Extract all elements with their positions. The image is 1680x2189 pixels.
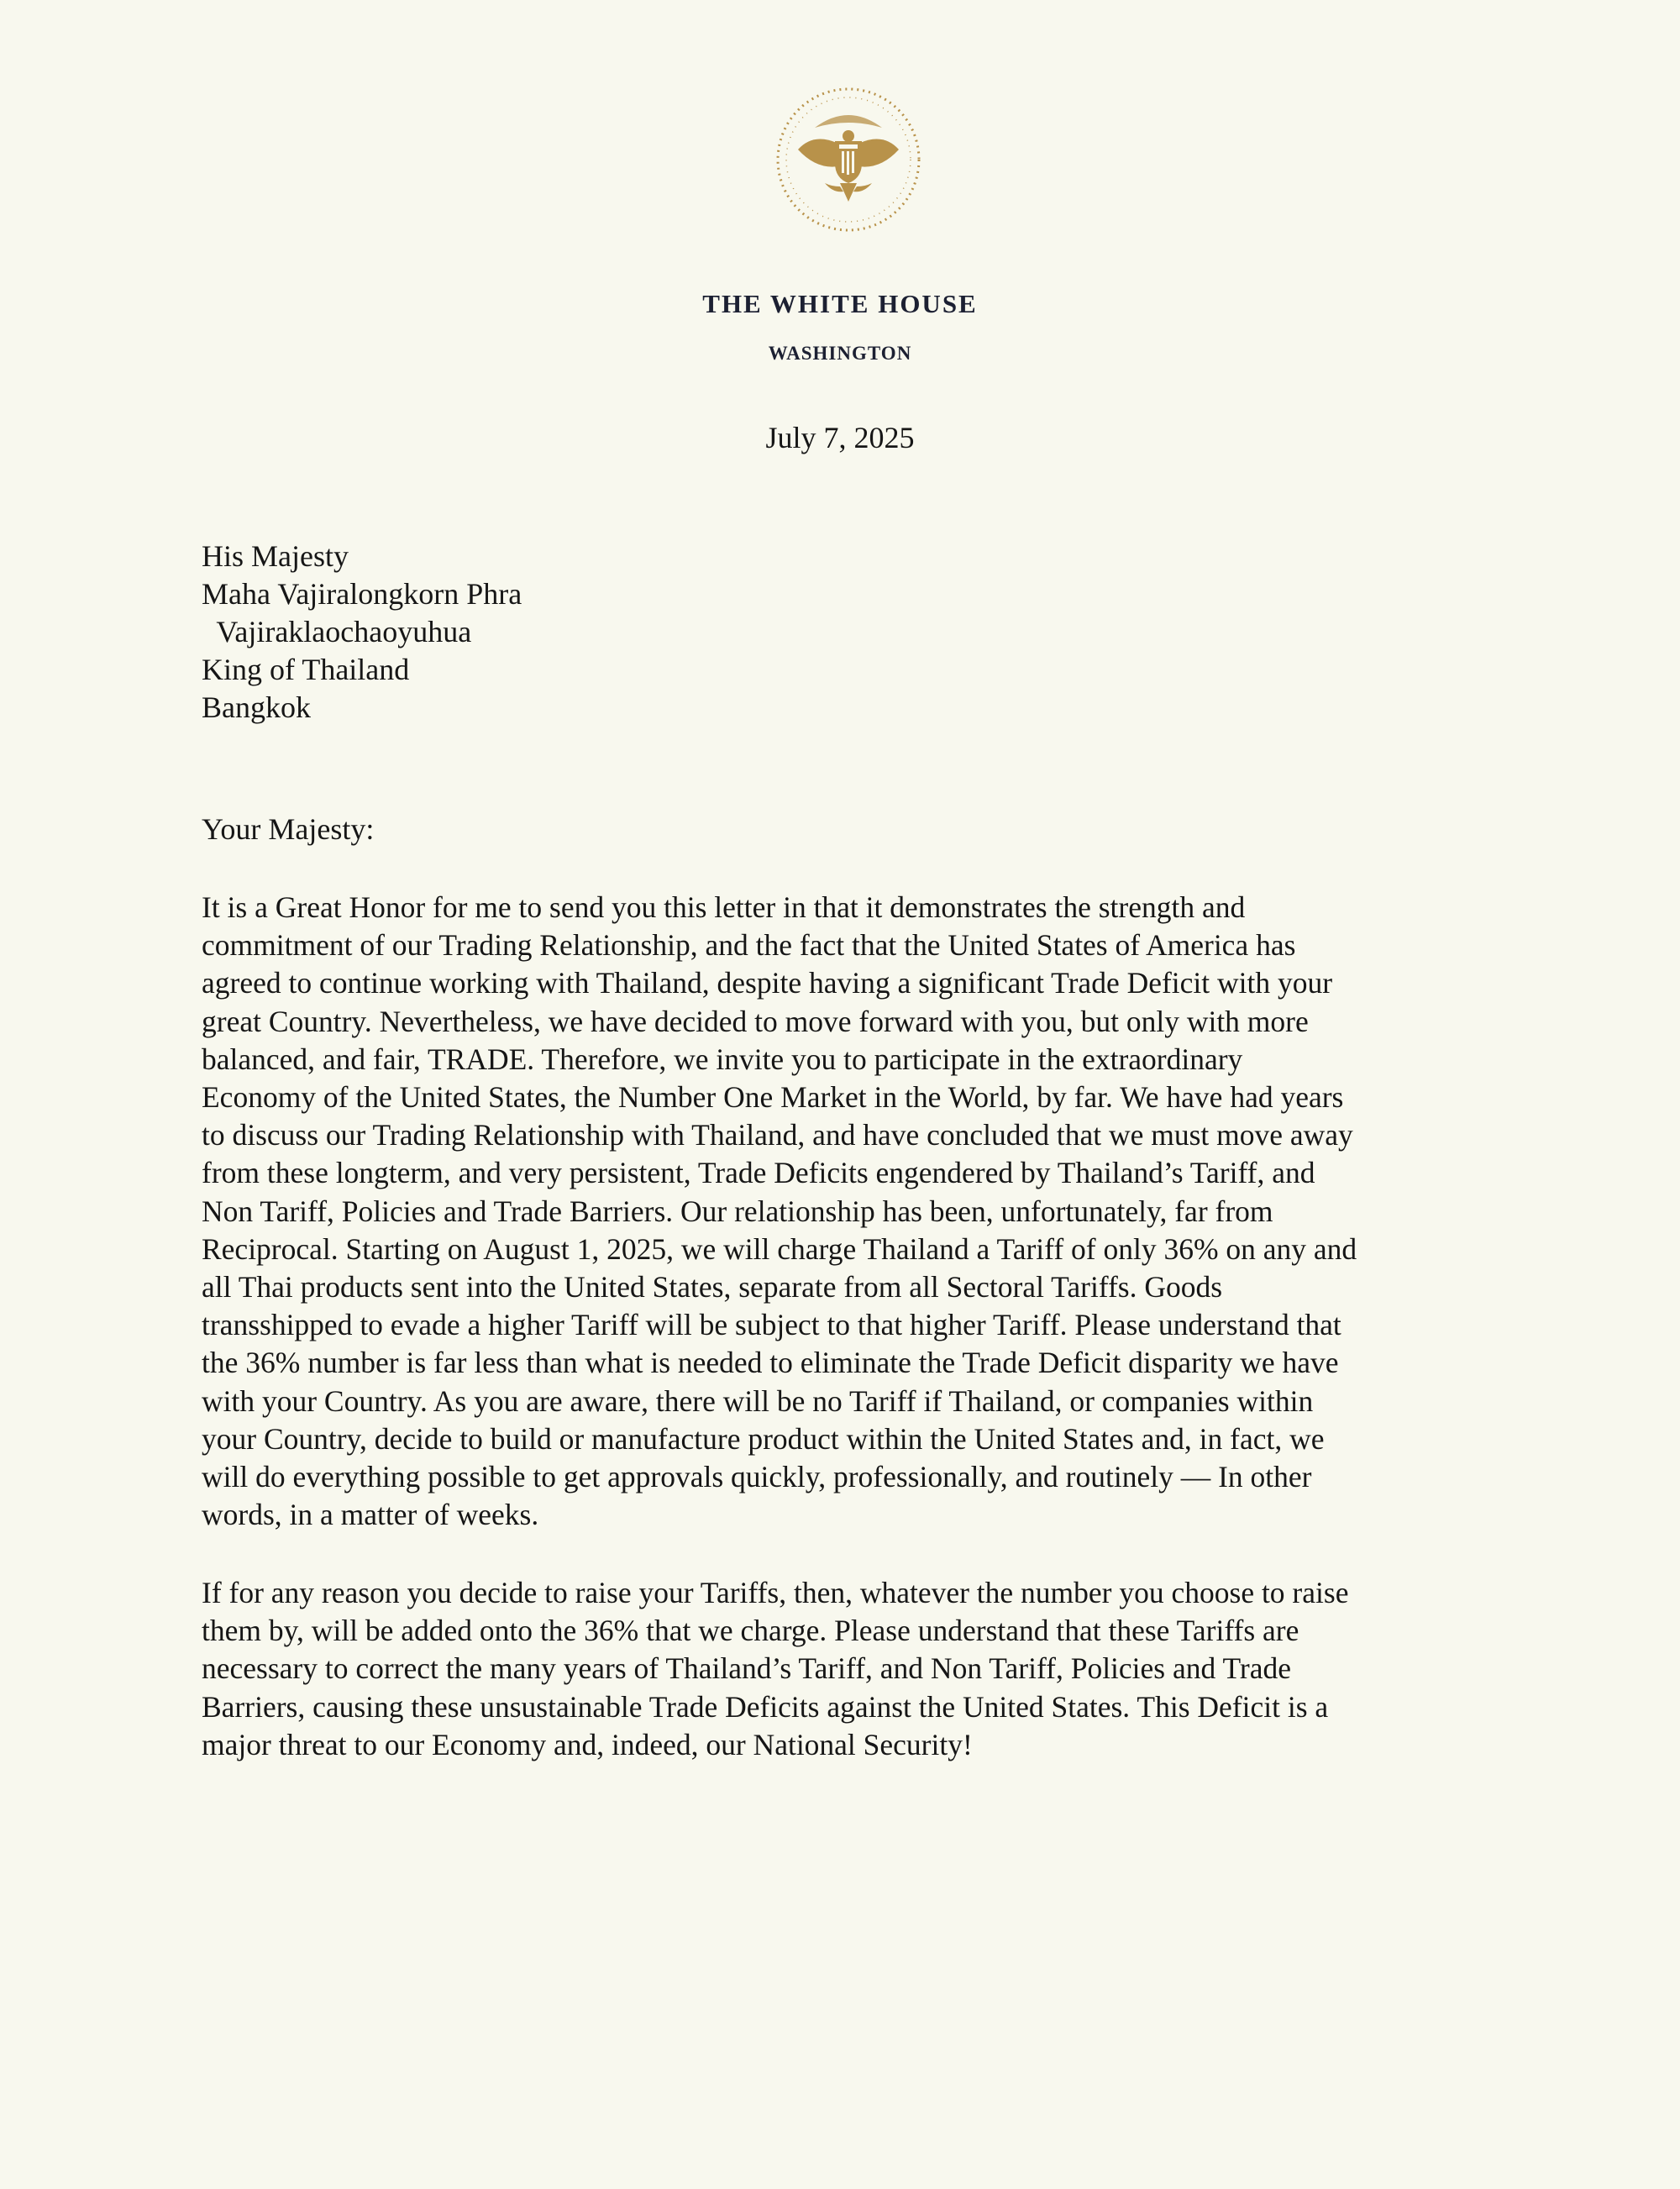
text-line: all Thai products sent into the United States, separate from all Sectoral Tariffs. Goods	[202, 1270, 1223, 1304]
text-line: words, in a matter of weeks.	[202, 1498, 539, 1532]
letterhead-city: WASHINGTON	[768, 343, 912, 364]
salutation: Your Majesty:	[202, 812, 375, 846]
address-line: King of Thailand	[202, 653, 410, 686]
text-line: Economy of the United States, the Number One Market in the World, by far. We have had years	[202, 1080, 1344, 1115]
text-line: to discuss our Trading Relationship with Thailand, and have concluded that we must move away	[202, 1118, 1353, 1152]
text-line: necessary to correct the many years of Thailand’s Tariff, and Non Tariff, Policies and Trade	[202, 1651, 1291, 1686]
recipient-address	[202, 538, 522, 727]
text-line: Reciprocal. Starting on August 1, 2025, we will charge Thailand a Tariff of only 36% on any and	[202, 1231, 1357, 1266]
text-line: major threat to our Economy and, indeed, our National Security!	[202, 1727, 973, 1761]
text-line: them by, will be added onto the 36% that we charge. Please understand that these Tariffs are	[202, 1614, 1299, 1648]
text-line: transshipped to evade a higher Tariff will be subject to that higher Tariff. Please understand that	[202, 1308, 1341, 1342]
presidential-seal-icon	[773, 84, 924, 235]
text-line: will do everything possible to get approvals quickly, professionally, and routinely — In other	[202, 1460, 1312, 1494]
text-line: It is a Great Honor for me to send you this letter in that it demonstrates the strength and	[202, 890, 1246, 924]
address-line: His Majesty	[202, 539, 349, 573]
text-line: Non Tariff, Policies and Trade Barriers. Our relationship has been, unfortunately, far from	[202, 1194, 1273, 1228]
text-line: commitment of our Trading Relationship, and the fact that the United States of America has	[202, 928, 1296, 963]
text-line: agreed to continue working with Thailand, despite having a significant Trade Deficit with your	[202, 966, 1333, 1000]
text-line: If for any reason you decide to raise your Tariffs, then, whatever the number you choose to raise	[202, 1576, 1349, 1609]
text-line: from these longterm, and very persistent, Trade Deficits engendered by Thailand’s Tariff, and	[202, 1156, 1315, 1190]
body-paragraph-2	[202, 1574, 1478, 1764]
text-line: with your Country. As you are aware, there will be no Tariff if Thailand, or companies within	[202, 1383, 1314, 1418]
text-line: the 36% number is far less than what is needed to eliminate the Trade Deficit disparity we have	[202, 1346, 1339, 1380]
letter-date: July 7, 2025	[765, 421, 915, 454]
address-line: Vajiraklaochaoyuhua	[202, 615, 472, 648]
address-line: Bangkok	[202, 690, 311, 724]
body-paragraph-1	[202, 889, 1478, 1534]
address-line: Maha Vajiralongkorn Phra	[202, 577, 522, 611]
letterhead-title: THE WHITE HOUSE	[702, 289, 978, 318]
text-line: Barriers, causing these unsustainable Trade Deficits against the United States. This Deficit is a	[202, 1689, 1329, 1724]
text-line: balanced, and fair, TRADE. Therefore, we invite you to participate in the extraordinary	[202, 1042, 1243, 1076]
text-line: your Country, decide to build or manufacture product within the United States and, in fact, we	[202, 1421, 1325, 1456]
text-line: great Country. Nevertheless, we have decided to move forward with you, but only with more	[202, 1004, 1309, 1038]
